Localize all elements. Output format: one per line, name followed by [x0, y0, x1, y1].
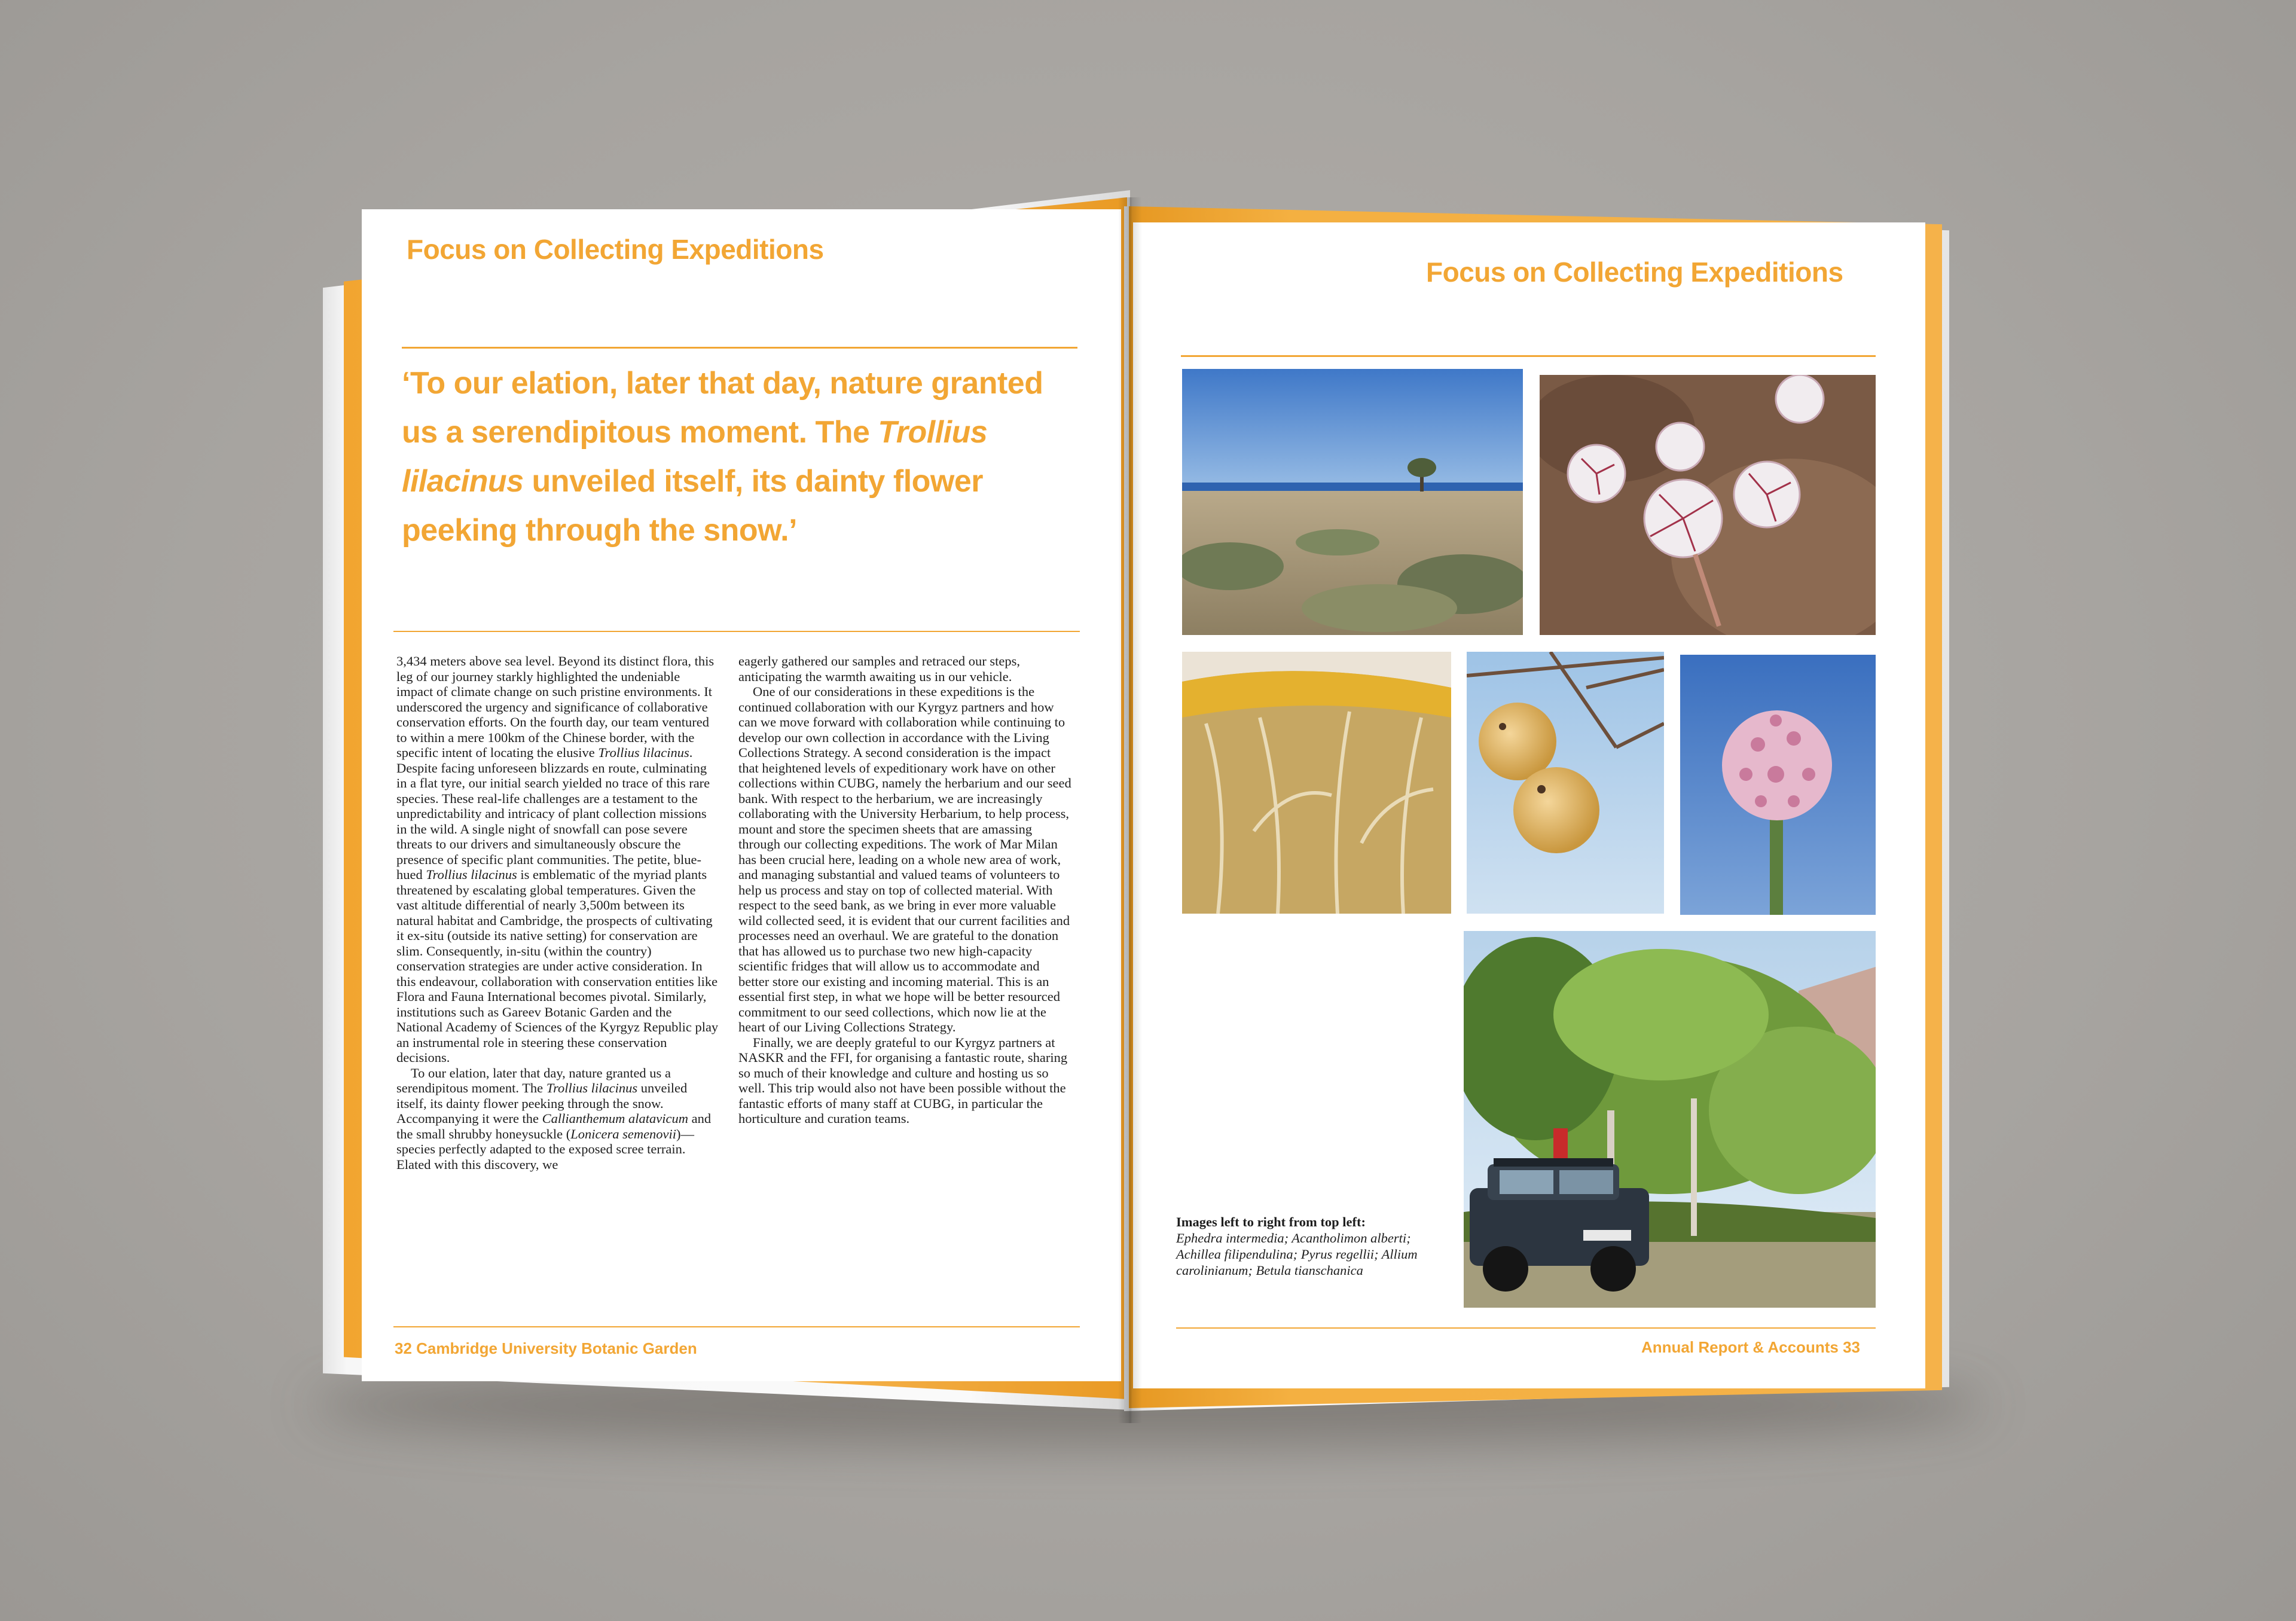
left-page-number: 32: [395, 1339, 412, 1357]
right-footer: [1641, 1338, 1860, 1357]
species-name: Lonicera semenovii: [570, 1126, 677, 1141]
text-run: is emblematic of the myriad plants threatened by escalating global temperatures. Given the vast altitude differential of nearly 3,500m between its natural habitat and Cambridge, the prospects of cultivating it ex-situ (outside its native setting) for conservation are slim. Consequently, in-situ (within the country) conservation strategies are under active consideration. In this endeavour, collaboration with conservation entities like Flora and Fauna International becomes pivotal. Similarly, institutions such as Gareev Botanic Garden and the National Academy of Sciences of the Kyrgyz Republic play an instrumental role in steering these conservation decisions.: [396, 867, 719, 1065]
pull-quote: [402, 359, 1060, 555]
col2-paragraph-1: eagerly gathered our samples and retraced our steps, anticipating the warmth awaiting us in our vehicle.: [738, 654, 1021, 684]
allium-illustration: [1680, 655, 1876, 915]
landscape-illustration: [1182, 369, 1523, 635]
text-run: )—species perfectly adapted to the exposed scree terrain. Elated with this discovery, we: [396, 1126, 695, 1172]
species-name: Callianthemum alatavicum: [542, 1111, 689, 1126]
pyrus-fruit-photo: [1467, 652, 1664, 914]
quote-bottom-rule: [393, 631, 1080, 632]
text-run: 3,434 meters above sea level. Beyond its distinct flora, this leg of our journey starkly highlighted the undeniable impact of climate change on such pristine environments. It underscored the urgency and significance of collaborative conservation efforts. On the fourth day, our team ventured to within a mere 100km of the Chinese border, with the specific intent of locating the elusive: [396, 654, 715, 760]
left-footer-rule: [393, 1326, 1080, 1327]
flowers-illustration: [1540, 375, 1876, 635]
pull-quote-text-end: unveiled itself, its dainty flower peeking through the snow.’: [402, 464, 984, 548]
pull-quote-species: Trollius lilacinus: [402, 415, 988, 499]
species-name: Trollius lilacinus: [598, 745, 689, 760]
achillea-illustration: [1182, 652, 1451, 914]
body-column-2: [738, 654, 1073, 1127]
pyrus-illustration: [1467, 652, 1664, 914]
right-footer-title: Annual Report & Accounts: [1641, 1338, 1839, 1356]
col1-paragraph-1: [396, 654, 719, 1066]
pull-quote-text: ‘To our elation, later that day, nature granted us a serendipitous moment. The: [402, 366, 1043, 450]
allium-flower-photo: [1680, 655, 1876, 915]
book-spine: [1118, 197, 1142, 1423]
acantholimon-flowers-photo: [1540, 375, 1876, 635]
species-name: Trollius lilacinus: [546, 1080, 638, 1095]
left-footer-title: Cambridge University Botanic Garden: [416, 1339, 697, 1357]
col2-paragraph-3: Finally, we are deeply grateful to our Kyrgyz partners at NASKR and the FFI, for organising a fantastic route, sharing so much of their knowledge and culture and hosting us so well. This trip would also not have been possible without the fantastic efforts of many staff at CUBG, in particular the horticulture and curation teams.: [738, 1034, 1068, 1126]
left-header-rule: [402, 347, 1077, 349]
species-name: Trollius lilacinus: [426, 867, 517, 882]
betula-illustration: [1464, 931, 1876, 1308]
right-page-number: 33: [1843, 1338, 1860, 1356]
landscape-photo: [1182, 369, 1523, 635]
col1-paragraph-2: [396, 1066, 719, 1173]
text-run: and the small shrubby honeysuckle (: [396, 1111, 712, 1141]
text-run: To our elation, later that day, nature granted us a serendipitous moment. The: [396, 1065, 671, 1095]
text-run: unveiled itself, its dainty flower peeking through the snow. Accompanying it were the: [396, 1080, 688, 1126]
betula-tree-car-photo: [1464, 931, 1876, 1308]
col2-paragraph-2: One of our considerations in these expeditions is the continued collaboration with our Kyrgyz partners and how can we move forward with collaboration while continuing to develop our own collection in accordance with the Living Collections Strategy. A second consideration is the impact that heightened levels of expeditionary work have on other collections within CUBG, namely the herbarium and our seed bank. With respect to the herbarium, we are increasingly collaborating with the University Herbarium, to help process, mount and store the specimen sheets that are amassing through our collecting expeditions. The work of Mar Milan has been crucial here, leading on a whole new area of work, and managing substantial and valued teams of volunteers to help us process and stay on top of collected material. With respect to the seed bank, as we bring in ever more valuable wild collected seed, it is evident that our current facilities and processes need an overhaul. We are grateful to the donation that has allowed us to purchase two new high-capacity scientific fridges that will allow us to accommodate and better store our existing and incoming material. This is an essential first step, in what we hope will be better resourced commitment to our seed collections, which now lie at the heart of our Living Collections Strategy.: [738, 684, 1071, 1034]
right-header-rule: [1181, 355, 1876, 357]
right-footer-rule: [1176, 1327, 1876, 1329]
right-page-header: Focus on Collecting Expeditions: [1426, 257, 1843, 288]
caption-heading: Images left to right from top left:: [1176, 1214, 1366, 1229]
text-run: . Despite facing unforeseen blizzards en route, culminating in a flat tyre, our initial search yielded no trace of this rare species. These real-life challenges are a testament to the unpredictability and intricacy of plant collection missions in the wild. A single night of snowfall can pose severe threats to our drivers and simultaneously obscure the presence of specific plant communities. The petite, blue-hued: [396, 745, 710, 882]
image-caption: [1176, 1214, 1439, 1278]
caption-species-list: Ephedra intermedia; Acantholimon alberti; Achillea filipendulina; Pyrus regellii; Allium carolinianum; Betula tianschanica: [1176, 1231, 1418, 1278]
left-page-header: Focus on Collecting Expeditions: [407, 234, 824, 265]
achillea-photo: [1182, 652, 1451, 914]
body-column-1: [396, 654, 719, 1172]
left-footer: [395, 1339, 697, 1358]
